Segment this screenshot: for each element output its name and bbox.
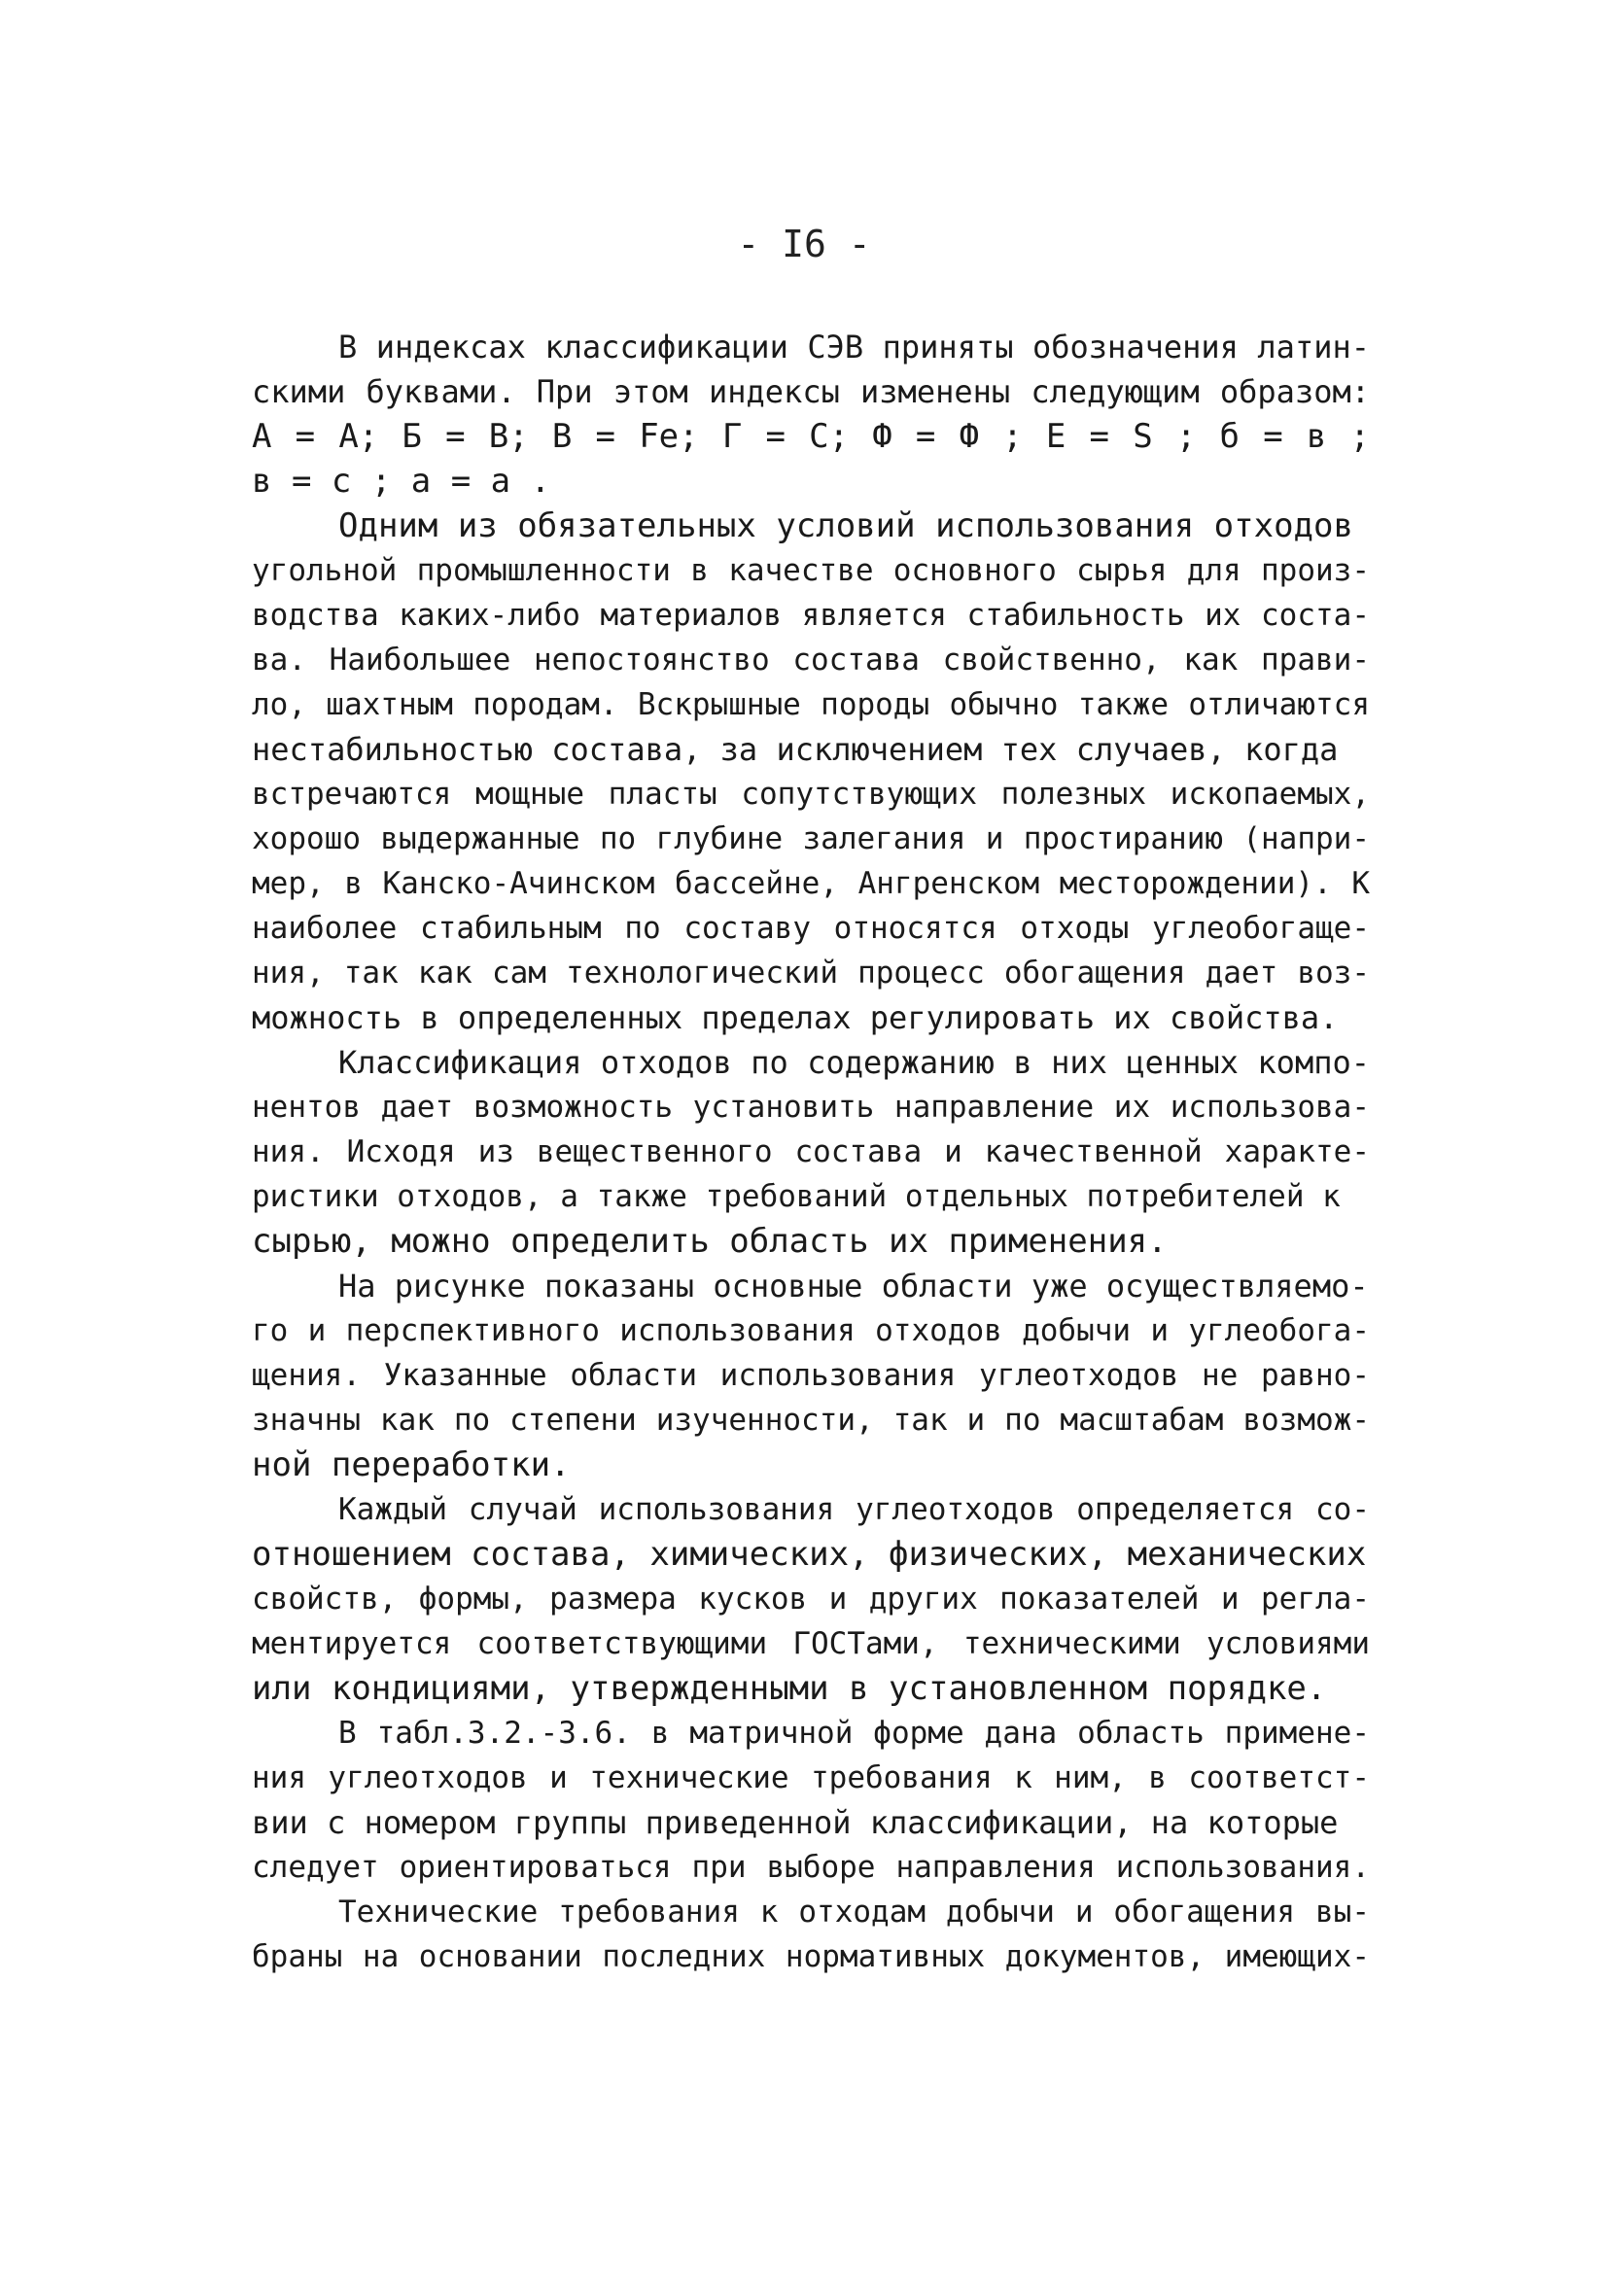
text-line: браны на основании последних нормативных документов, имеющих- — [252, 1940, 1370, 1974]
text-line: В табл.3.2.-3.6. в матричной форме дана область примене- — [338, 1717, 1370, 1751]
text-line: наиболее стабильным по составу относятся отходы углеобогаще- — [252, 912, 1370, 946]
text-line: ристики отходов, а также требований отдельных потребителей к — [252, 1180, 1341, 1214]
text-line: хорошо выдержанные по глубине залегания и простиранию (напри- — [252, 822, 1370, 856]
text-line: ния, так как сам технологический процесс обогащения дает воз- — [252, 957, 1370, 991]
text-line: мер, в Канско-Ачинском бассейне, Ангренском месторождении). К — [252, 867, 1370, 901]
text-line: ментируется соответствующими ГОСТами, техническими условиями — [252, 1627, 1370, 1661]
index-mapping-line: в = с ; а = а . — [252, 465, 551, 501]
text-line: ния углеотходов и технические требования к ним, в соответст- — [252, 1761, 1370, 1795]
text-line: значны как по степени изученности, так и по масштабам возмож- — [252, 1404, 1370, 1438]
text-line: ния. Исходя из вещественного состава и качественной характе- — [252, 1135, 1370, 1169]
text-line: отношением состава, химических, физических, механических — [252, 1538, 1367, 1574]
text-line: нентов дает возможность установить направление их использова- — [252, 1091, 1370, 1125]
index-mapping-line: А = А; Б = В; В = Fe; Г = С; Ф = Ф ; Е = S ; б = в ; — [252, 420, 1370, 456]
text-line: Одним из обязательных условий использования отходов — [338, 509, 1353, 545]
text-line: свойств, формы, размера кусков и других показателей и регла- — [252, 1583, 1370, 1617]
text-line: В индексах классификации СЭВ приняты обозначения латин- — [338, 330, 1370, 365]
text-line: Технические требования к отходам добычи и обогащения вы- — [338, 1896, 1370, 1930]
page-number: - I6 - — [737, 223, 871, 265]
text-line: сырью, можно определить область их применения. — [252, 1225, 1168, 1261]
text-line: водства каких-либо материалов является стабильность их соста- — [252, 599, 1370, 633]
text-line: ва. Наибольшее непостоянство состава свойственно, как прави- — [252, 644, 1370, 678]
text-line: угольной промышленности в качестве основного сырья для произ- — [252, 554, 1370, 588]
text-line: вии с номером группы приведенной классификации, на которые — [252, 1806, 1339, 1841]
text-line: можность в определенных пределах регулировать их свойства. — [252, 1001, 1339, 1036]
text-line: следует ориентироваться при выборе направления использования. — [252, 1851, 1370, 1885]
text-line: встречаются мощные пласты сопутствующих полезных ископаемых, — [252, 778, 1370, 812]
text-line: На рисунке показаны основные области уже осуществляемо- — [338, 1270, 1369, 1305]
text-line: ной переработки. — [252, 1448, 571, 1484]
text-line: щения. Указанные области использования углеотходов не равно- — [252, 1359, 1370, 1393]
text-line: скими буквами. При этом индексы изменены следующим образом: — [252, 375, 1370, 410]
text-line: Классификация отходов по содержанию в них ценных компо- — [338, 1046, 1370, 1081]
text-line: нестабильностью состава, за исключением тех случаев, когда — [252, 733, 1339, 768]
text-line: Каждый случай использования углеотходов определяется со- — [338, 1493, 1370, 1527]
text-line: ло, шахтным породам. Вскрышные породы обычно также отличаются — [252, 688, 1370, 722]
text-line: го и перспективного использования отходов добычи и углеобога- — [252, 1314, 1370, 1348]
text-line: или кондициями, утвержденными в установленном порядке. — [252, 1672, 1327, 1708]
